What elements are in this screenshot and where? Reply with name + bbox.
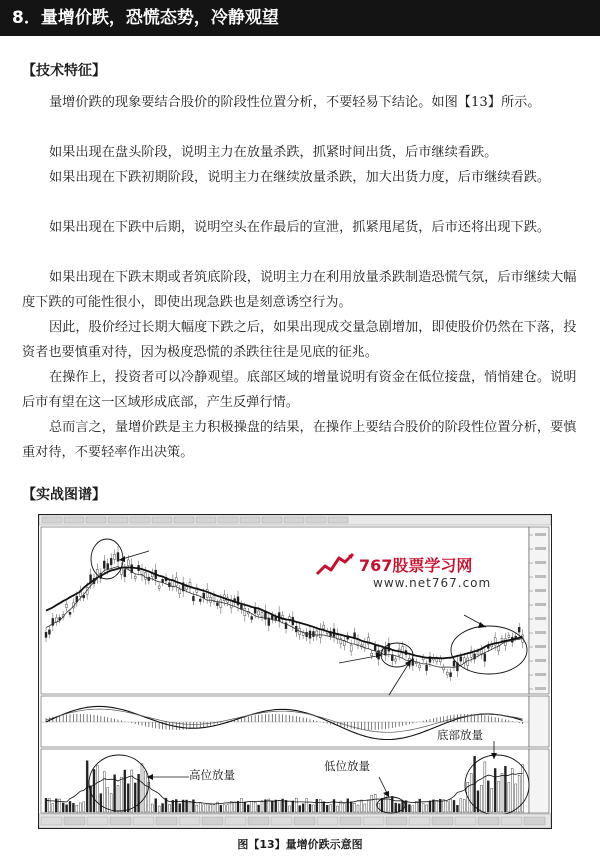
paragraph-5: 如果出现在下跌末期或者筑底阶段，说明主力在利用放量杀跌制造恐慌气氛，后市继续大幅度下跌的可能性很小，即使出现急跌也是刻意诱空行为。: [22, 270, 577, 310]
figure-caption: 图【13】量增价跌示意图: [237, 838, 363, 851]
tab-cell: [271, 817, 292, 825]
section-technical-heading: 【技术特征】: [22, 63, 106, 79]
watermark-name: 767股票学习网: [359, 556, 473, 575]
toolbar-cell: [64, 517, 84, 523]
tab-cell: [41, 817, 62, 825]
toolbar-cell: [108, 517, 128, 523]
paragraph-6: 因此，股价经过长期大幅度下跌之后，如果出现成交量急剧增加，即使股价仍然在下落，投资者也要慎重对待，因为极度恐慌的杀跌往往是见底的征兆。: [22, 320, 577, 360]
paragraph-2: 如果出现在盘头阶段，说明主力在放量杀跌，抓紧时间出货，后市继续看跌。: [49, 145, 498, 160]
tab-cell: [179, 817, 200, 825]
toolbar-cell: [284, 517, 304, 523]
toolbar-cell: [130, 517, 150, 523]
chart-logo-icon: [315, 552, 359, 578]
stock-chart-figure: [38, 514, 552, 829]
paragraph-1: 量增价跌的现象要结合股价的阶段性位置分析，不要轻易下结论。如图【13】所示。: [49, 95, 541, 110]
tab-cell: [317, 817, 338, 825]
paragraph-4: 如果出现在下跌中后期，说明空头在作最后的宣泄，抓紧甩尾货，后市还将出现下跌。: [49, 220, 551, 235]
paragraph-3: 如果出现在下跌初期阶段，说明主力在继续放量杀跌，加大出货力度，后市继续看跌。: [49, 170, 551, 185]
tab-cell: [110, 817, 131, 825]
paragraph-7: 在操作上，投资者可以冷静观望。底部区域的增量说明有资金在低位接盘，悄悄建仓。说明后市有望在这一区域形成底部，产生反弹行情。: [22, 370, 577, 410]
toolbar-cell: [240, 517, 260, 523]
annotation-high-volume: 高位放量: [189, 768, 235, 782]
tab-cell: [501, 817, 522, 825]
page-title: 8．量增价跌，恐慌态势，冷静观望: [0, 0, 600, 36]
tab-cell: [64, 817, 85, 825]
tab-cell: [524, 817, 545, 825]
toolbar-cell: [196, 517, 216, 523]
annotation-low-volume: 低位放量: [324, 759, 370, 773]
tab-cell: [156, 817, 177, 825]
toolbar-cell: [174, 517, 194, 523]
tab-cell: [363, 817, 384, 825]
toolbar-cell: [262, 517, 282, 523]
watermark-url: www.net767.com: [373, 576, 492, 590]
toolbar-cell: [86, 517, 106, 523]
tab-cell: [248, 817, 269, 825]
toolbar-cell: [328, 517, 348, 523]
annotation-bottom-volume: 底部放量: [437, 728, 483, 742]
toolbar-cell: [306, 517, 326, 523]
toolbar-cell: [218, 517, 238, 523]
tab-cell: [294, 817, 315, 825]
toolbar-cell: [152, 517, 172, 523]
tab-cell: [340, 817, 361, 825]
paragraph-8: 总而言之，量增价跌是主力积极操盘的结果，在操作上要结合股价的阶段性位置分析，要慎重对待，不要轻率作出决策。: [22, 420, 577, 460]
section-chart-heading: 【实战图谱】: [22, 487, 106, 503]
tab-cell: [455, 817, 476, 825]
tab-cell: [225, 817, 246, 825]
tab-cell: [386, 817, 407, 825]
watermark-logo: [315, 550, 492, 598]
tab-cell: [87, 817, 108, 825]
tab-cell: [409, 817, 430, 825]
tab-cell: [202, 817, 223, 825]
tab-cell: [133, 817, 154, 825]
tab-cell: [432, 817, 453, 825]
tab-cell: [478, 817, 499, 825]
toolbar-cell: [42, 517, 62, 523]
